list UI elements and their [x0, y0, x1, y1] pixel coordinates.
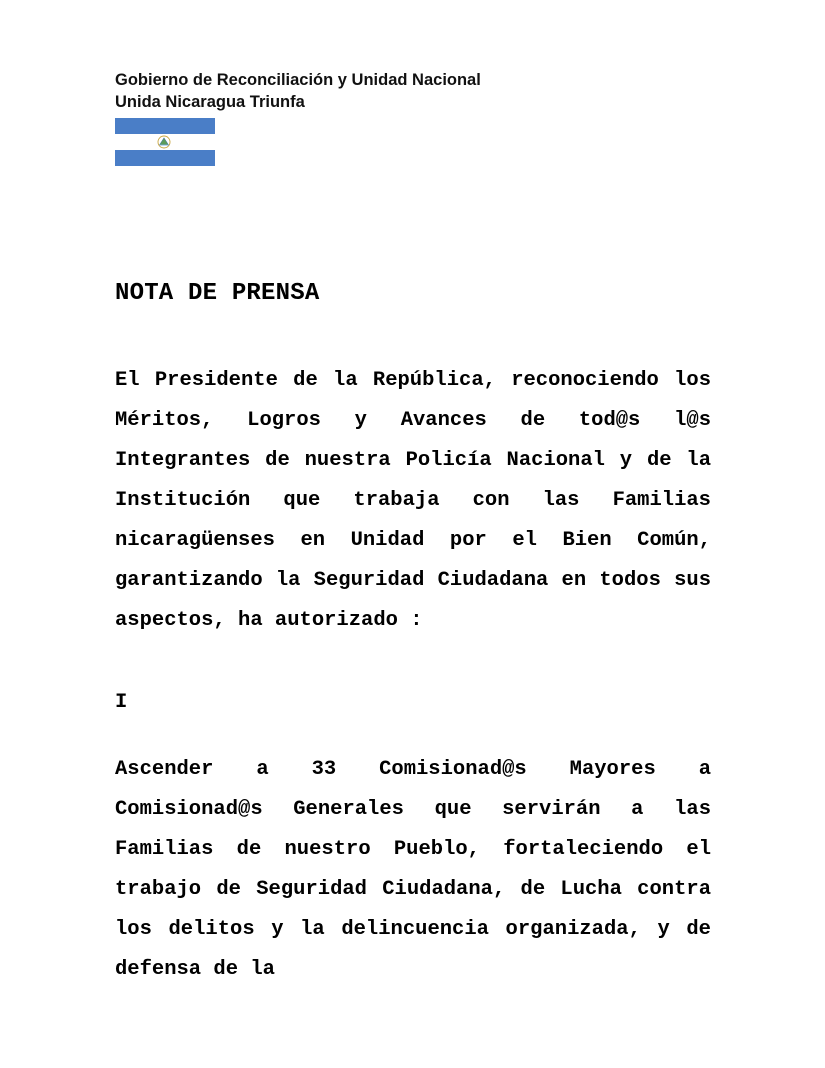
government-header [115, 69, 481, 113]
header-line-government: Gobierno de Reconciliación y Unidad Nacional [115, 71, 481, 89]
intro-paragraph: El Presidente de la República, reconociendo los Méritos, Logros y Avances de tod@s l@s Integrantes de nuestra Policía Nacional y de la Institución que trabaja con las Familias nicaragüenses en Unidad por el Bien Común, garantizando la Seguridad Ciudadana en todos sus aspectos, ha autorizado : [115, 369, 711, 632]
nicaragua-flag-icon [115, 118, 215, 166]
header-line-slogan: Unida Nicaragua Triunfa [115, 93, 305, 111]
page-title: NOTA DE PRENSA [115, 280, 320, 307]
section-number: I [115, 691, 128, 714]
section-one-paragraph: Ascender a 33 Comisionad@s Mayores a Comisionad@s Generales que servirán a las Familias de nuestro Pueblo, fortaleciendo el trabajo de Seguridad Ciudadana, de Lucha contra los delitos y la delincuencia organizada, y de defensa de la [115, 758, 711, 981]
